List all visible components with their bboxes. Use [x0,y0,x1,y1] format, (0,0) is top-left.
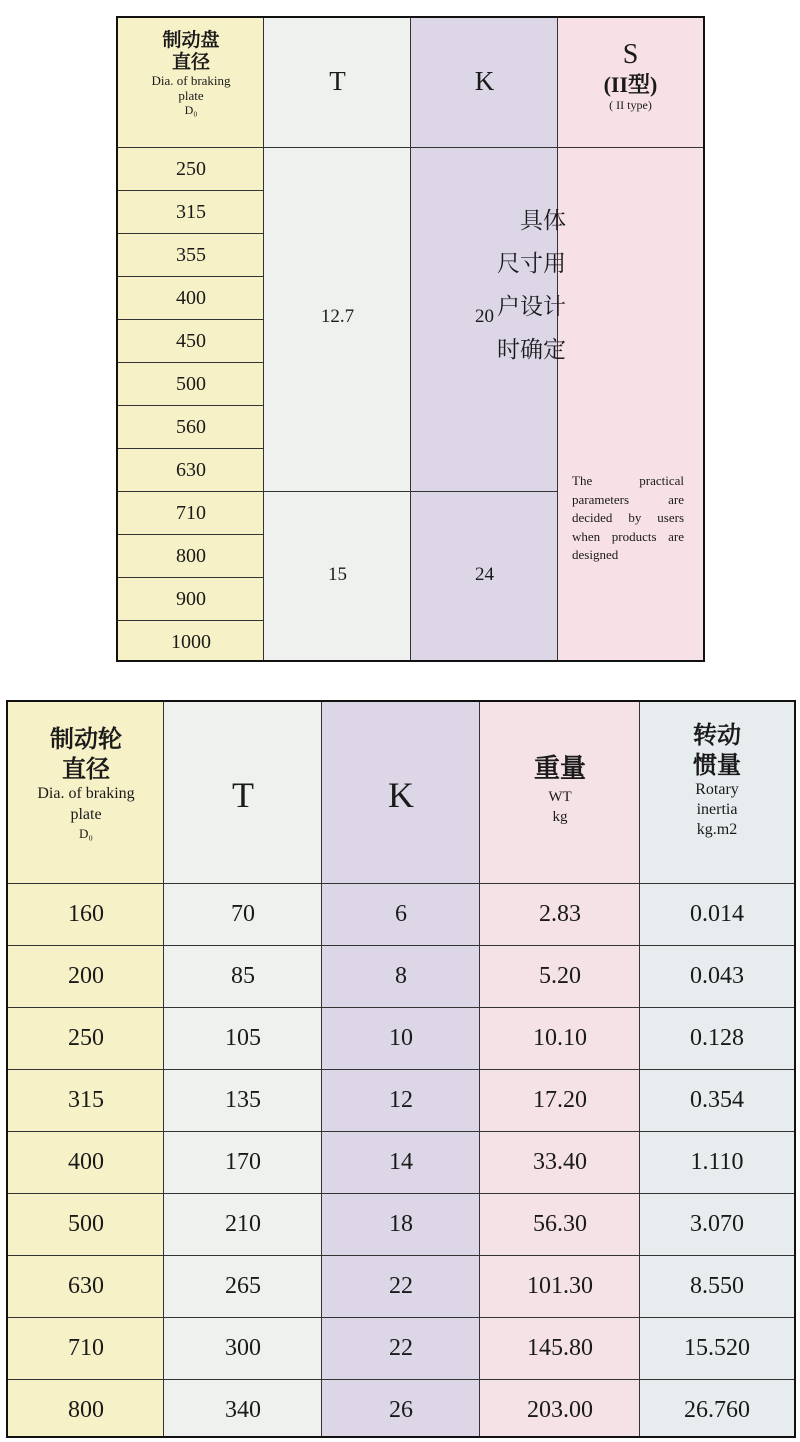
cell-t: 170 [225,1149,261,1175]
cell-weight: 2.83 [539,901,581,927]
cell-weight: 17.20 [533,1087,587,1113]
cell-k: 18 [389,1211,413,1237]
cell-weight: 145.80 [527,1335,593,1361]
header-weight: 重量 WT kg [533,754,586,826]
cell-weight: 5.20 [539,963,581,989]
cell-diameter: 630 [68,1273,104,1299]
cell-t: 105 [225,1025,261,1051]
s-note-chinese: 具体 尺寸用 户设计 时确定 [497,208,566,363]
cell-diameter: 800 [68,1397,104,1423]
braking-wheel-table [6,700,796,1438]
s-note-english: The practical parameters are decided by users when products are designed [572,473,684,562]
cell-rotary-inertia: 0.043 [690,963,744,989]
table-row: 315 [176,201,206,223]
table-row: 560 [176,416,206,438]
header-diameter: 制动轮 直径 Dia. of braking plate D₀ [37,725,135,841]
table-row: 500 [176,373,206,395]
table-row: 250 [176,158,206,180]
header-s: S (II型) ( II type) [603,39,658,112]
cell-diameter: 250 [68,1025,104,1051]
cell-diameter: 500 [68,1211,104,1237]
cell-weight: 203.00 [527,1397,593,1423]
group1-k-value: 20 [475,306,494,327]
cell-k: 14 [389,1149,413,1175]
cell-diameter: 400 [68,1149,104,1175]
cell-rotary-inertia: 0.014 [690,901,744,927]
cell-k: 26 [389,1397,413,1423]
cell-weight: 33.40 [533,1149,587,1175]
cell-diameter: 710 [68,1335,104,1361]
group2-t-value: 15 [328,564,347,585]
cell-weight: 56.30 [533,1211,587,1237]
cell-k: 10 [389,1025,413,1051]
table-row: 1000 [171,631,211,653]
cell-t: 300 [225,1335,261,1361]
cell-t: 340 [225,1397,261,1423]
cell-rotary-inertia: 1.110 [690,1149,744,1175]
table-row: 400 [176,287,206,309]
cell-diameter: 200 [68,963,104,989]
cell-k: 22 [389,1273,413,1299]
cell-diameter: 315 [68,1087,104,1113]
cell-k: 22 [389,1335,413,1361]
table-row: 630 [176,459,206,481]
header-k: K [388,775,414,815]
cell-t: 265 [225,1273,261,1299]
cell-rotary-inertia: 3.070 [690,1211,744,1237]
cell-weight: 101.30 [527,1273,593,1299]
header-rotary-inertia: 转动 惯量 Rotary inertia kg.m2 [693,721,741,838]
cell-rotary-inertia: 26.760 [684,1397,750,1423]
table-row: 800 [176,545,206,567]
cell-rotary-inertia: 15.520 [684,1335,750,1361]
header-diameter: 制动盘 直径 Dia. of braking plate D₀ [151,29,231,117]
cell-diameter: 160 [68,901,104,927]
table-row: 710 [176,502,206,524]
header-k: K [474,66,495,96]
cell-weight: 10.10 [533,1025,587,1051]
cell-rotary-inertia: 0.128 [690,1025,744,1051]
cell-k: 8 [395,963,407,989]
group1-t-value: 12.7 [320,306,355,327]
cell-t: 210 [225,1211,261,1237]
table-row: 450 [176,330,206,352]
header-t: T [232,775,254,815]
cell-rotary-inertia: 0.354 [690,1087,744,1113]
cell-t: 70 [231,901,255,927]
table-row: 355 [176,244,206,266]
cell-k: 6 [395,901,407,927]
cell-k: 12 [389,1087,413,1113]
table-row: 900 [176,588,206,610]
cell-rotary-inertia: 8.550 [690,1273,744,1299]
group2-k-value: 24 [475,564,494,585]
cell-t: 135 [225,1087,261,1113]
braking-plate-table [116,16,705,662]
header-t: T [329,66,346,96]
cell-t: 85 [231,963,255,989]
